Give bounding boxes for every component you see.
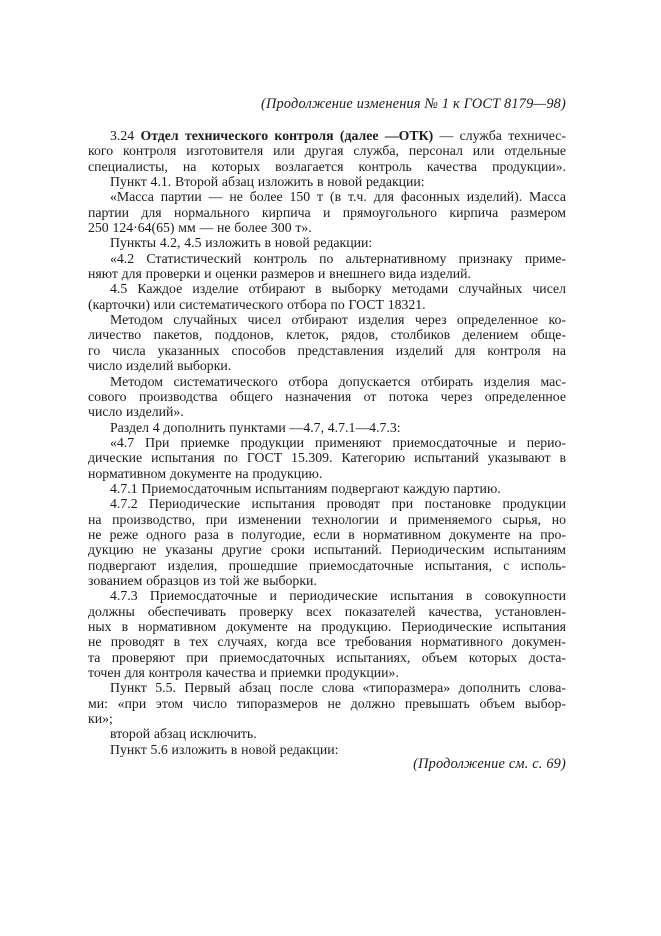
text-segment: не реже одного раза в полугодие, если в нормативном документе на про-	[88, 526, 566, 542]
text-segment: (карточки) или систематического отбора по ГОСТ 18321.	[88, 296, 426, 312]
text-segment: 4.7.1 Приемосдаточным испытаниям подвергают каждую партию.	[110, 480, 501, 496]
text-segment: партии для нормального кирпича и прямоугольного кирпича размером	[88, 204, 566, 220]
text-segment: Раздел 4 дополнить пунктами —4.7, 4.7.1—4.7.3:	[110, 419, 401, 435]
running-header: (Продолжение изменения № 1 к ГОСТ 8179—98)	[261, 96, 566, 112]
text-line	[88, 711, 566, 726]
text-line	[88, 420, 566, 435]
text-line	[88, 634, 566, 649]
text-line	[88, 512, 566, 527]
text-line	[88, 266, 566, 281]
text-line	[88, 665, 566, 680]
text-segment: число изделий выборки.	[88, 358, 232, 374]
text-segment: «4.7 При приемке продукции применяют приемосдаточные и перио-	[110, 434, 566, 450]
text-line	[88, 374, 566, 389]
text-line	[88, 726, 566, 741]
text-line	[88, 619, 566, 634]
text-segment: дукцию не указаны другие сроки испытаний. Периодическим испытаниям	[88, 542, 566, 558]
text-segment: дические испытания по ГОСТ 15.309. Категорию испытаний указывают в	[88, 450, 566, 466]
text-line	[88, 604, 566, 619]
bold-term: Отдел технического контроля (далее —ОТК)	[140, 128, 434, 143]
text-segment: 4.7.2 Периодические испытания проводят при постановке продукции	[110, 496, 566, 512]
text-segment: няют для проверки и оценки размеров и внешнего вида изделий.	[88, 266, 471, 282]
text-line	[88, 542, 566, 557]
text-segment: не проводят в тех случаях, когда все требования нормативного докумен-	[88, 634, 566, 650]
text-segment: 4.5 Каждое изделие отбирают в выборку методами случайных чисел	[110, 281, 566, 297]
text-line	[88, 481, 566, 496]
text-line	[88, 389, 566, 404]
text-segment: «Масса партии — не более 150 т (в т.ч. для фасонных изделий). Масса	[110, 189, 566, 205]
text-line	[88, 358, 566, 373]
text-line	[88, 189, 566, 204]
text-line	[88, 527, 566, 542]
text-segment: ных в нормативном документе на продукцию. Периодические испытания	[88, 619, 566, 634]
text-segment: ки»;	[88, 711, 113, 727]
text-line	[88, 297, 566, 312]
text-segment: Пункт 4.1. Второй абзац изложить в новой редакции:	[110, 174, 425, 190]
text-line	[88, 205, 566, 220]
text-line	[88, 435, 566, 450]
text-line	[88, 680, 566, 695]
text-segment: нормативном документе на продукцию.	[88, 465, 323, 481]
text-segment: подвергают изделия, прошедшие приемосдаточные испытания, с исполь-	[88, 557, 566, 573]
text-segment: на производство, при изменении технологии и применяемого сырья, но	[88, 511, 566, 527]
text-segment: Методом случайных чисел отбирают изделия через определенное ко-	[110, 312, 566, 328]
text-segment: Пункт 5.5. Первый абзац после слова «типоразмера» дополнить слова-	[110, 680, 566, 696]
text-segment: Пункты 4.2, 4.5 изложить в новой редакции:	[110, 235, 373, 251]
text-segment: 3.24	[110, 128, 141, 143]
text-line	[88, 327, 566, 342]
text-line	[88, 235, 566, 250]
text-line	[88, 143, 566, 158]
text-line	[88, 696, 566, 711]
text-line	[88, 312, 566, 327]
text-line	[88, 159, 566, 174]
text-segment: «4.2 Статистический контроль по альтернативному признаку приме-	[110, 250, 566, 266]
text-segment: Методом систематического отбора допускается отбирать изделия мас-	[110, 373, 566, 389]
text-line	[88, 558, 566, 573]
text-line	[88, 650, 566, 665]
text-line	[88, 496, 566, 511]
text-segment: 4.7.3 Приемосдаточные и периодические испытания в совокупности	[110, 588, 566, 604]
text-line	[88, 588, 566, 603]
text-segment: второй абзац исключить.	[110, 726, 257, 742]
text-line	[88, 466, 566, 481]
text-line	[88, 450, 566, 465]
text-line	[88, 404, 566, 419]
text-line	[88, 281, 566, 296]
text-segment: ми: «при этом число типоразмеров не должно превышать объем выбор-	[88, 695, 566, 711]
text-line	[88, 573, 566, 588]
continuation-note: (Продолжение см. с. 69)	[413, 756, 566, 772]
text-segment: точен для контроля качества и приемки продукции».	[88, 665, 399, 681]
text-line	[88, 251, 566, 266]
text-segment: число изделий».	[88, 404, 184, 420]
text-segment: личество пакетов, поддонов, клеток, рядов, столбиков делением обще-	[88, 327, 566, 343]
text-segment: сового производства общего назначения от потока через определенное	[88, 388, 566, 404]
text-segment: должны обеспечивать проверку всех показателей качества, установлен-	[88, 603, 566, 619]
text-segment: 250 124·64(65) мм — не более 300 т».	[88, 220, 312, 236]
text-line	[88, 174, 566, 189]
text-line	[88, 220, 566, 235]
text-segment: зованием образцов из той же выборки.	[88, 572, 317, 588]
text-segment: Пункт 5.6 изложить в новой редакции:	[110, 741, 339, 757]
text-segment: та проверяют при приемосдаточных испытаниях, объем которых доста-	[88, 649, 566, 665]
text-line	[88, 128, 566, 143]
text-line	[88, 343, 566, 358]
text-segment: го числа указанных способов представления изделий для контроля на	[88, 342, 566, 358]
text-line	[88, 742, 566, 757]
text-segment: специалисты, на которых возлагается контроль качества продукции».	[88, 158, 566, 174]
document-body	[88, 128, 566, 757]
text-segment: — служба техничес-	[433, 128, 566, 143]
text-segment: кого контроля изготовителя или другая служба, персонал или отдельные	[88, 143, 566, 159]
